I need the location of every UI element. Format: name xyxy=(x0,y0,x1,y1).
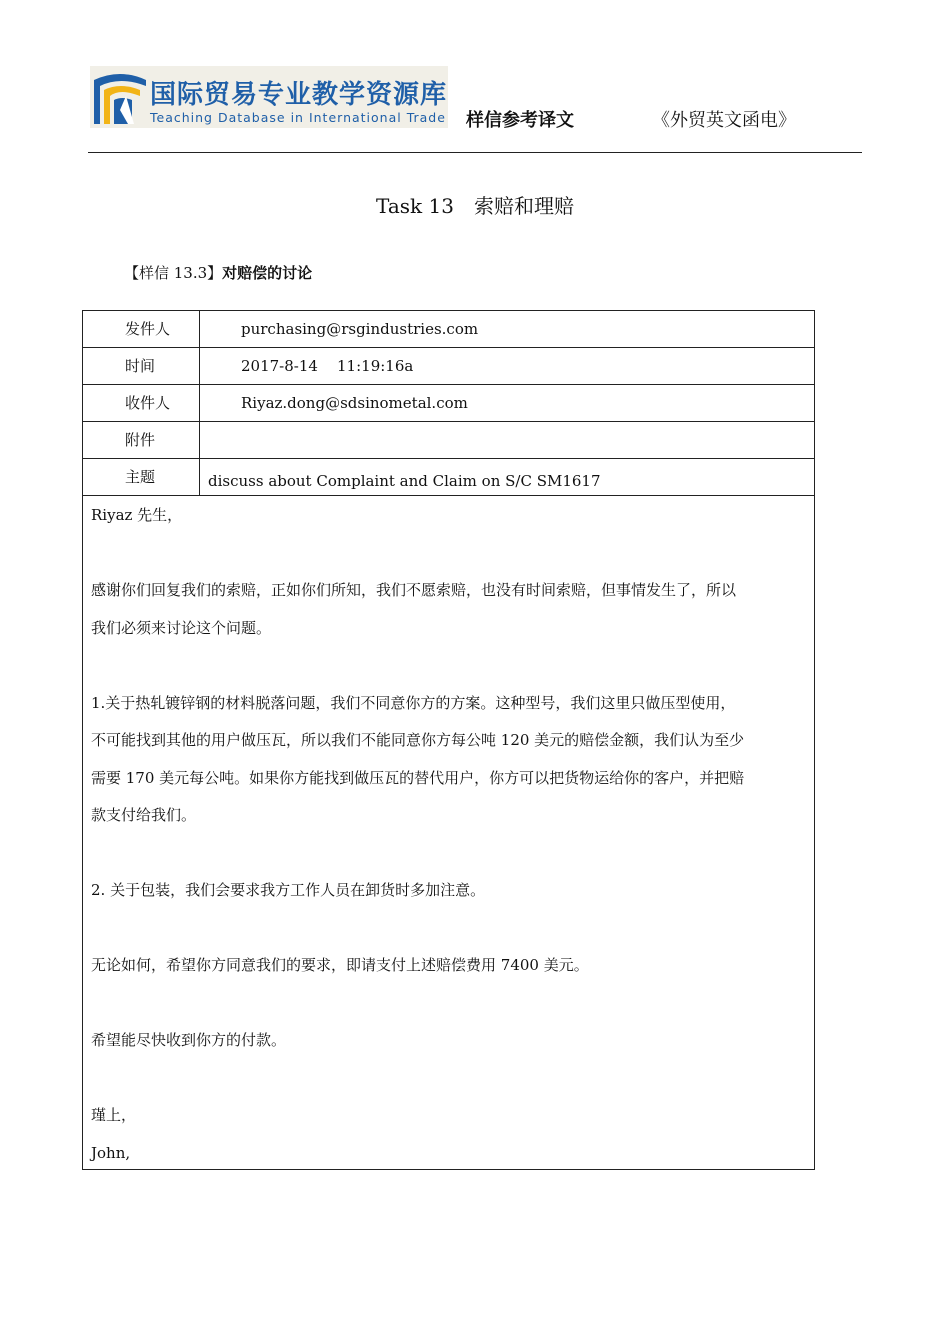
time-row xyxy=(83,348,814,385)
logo-text-cn: 国际贸易专业教学资源库 xyxy=(150,80,448,110)
to-value: Riyaz.dong@sdsinometal.com xyxy=(241,394,468,412)
task-name: 索赔和理赔 xyxy=(473,194,574,218)
paragraph-2-line-1: 1.关于热轧镀锌钢的材料脱落问题，我们不同意你方的方案。这种型号，我们这里只做压型使用， xyxy=(91,693,736,712)
email-body xyxy=(83,497,814,1169)
paragraph-2-line-4: 款支付给我们。 xyxy=(91,806,197,824)
salutation: Riyaz 先生， xyxy=(91,506,183,524)
closing: 瑾上， xyxy=(91,1106,137,1124)
paragraph-4: 无论如何，希望你方同意我们的要求，即请支付上述赔偿费用 7400 美元。 xyxy=(91,956,589,974)
time-value: 2017-8-14 11:19:16a xyxy=(241,357,414,375)
subject-row xyxy=(83,459,814,496)
from-value: purchasing@rsgindustries.com xyxy=(241,320,479,338)
from-row xyxy=(83,311,814,348)
attachment-value xyxy=(200,422,814,458)
attachment-row xyxy=(83,422,814,459)
attachment-label: 附件 xyxy=(83,422,200,458)
paragraph-1-line-1: 感谢你们回复我们的索赔，正如你们所知，我们不愿索赔，也没有时间索赔，但事情发生了，所以 xyxy=(91,581,737,599)
page-title xyxy=(0,190,950,219)
paragraph-3: 2. 关于包装，我们会要求我方工作人员在卸货时多加注意。 xyxy=(91,881,486,899)
subject-label: 主题 xyxy=(83,459,200,495)
header-label: 样信参考译文 xyxy=(466,110,574,131)
signature: John, xyxy=(91,1143,131,1162)
letter-subtitle xyxy=(124,262,312,283)
paragraph-2-line-2: 不可能找到其他的用户做压瓦，所以我们不能同意你方每公吨 120 美元的赔偿金额，我们认为至少 xyxy=(91,731,745,749)
logo-text-en: Teaching Database in International Trade xyxy=(150,110,446,125)
paragraph-1-line-2: 我们必须来讨论这个问题。 xyxy=(91,618,272,637)
email-table xyxy=(82,310,815,1170)
letter-topic: 对赔偿的讨论 xyxy=(222,264,313,282)
subject-value: discuss about Complaint and Claim on S/C SM1617 xyxy=(208,472,601,490)
to-label: 收件人 xyxy=(83,385,200,421)
page-header xyxy=(88,64,862,153)
paragraph-2-line-3: 需要 170 美元每公吨。如果你方能找到做压瓦的替代用户，你方可以把货物运给你的客户，并把赔 xyxy=(91,768,745,787)
to-row xyxy=(83,385,814,422)
paragraph-5: 希望能尽快收到你方的付款。 xyxy=(91,1031,287,1049)
time-label: 时间 xyxy=(83,348,200,384)
logo-emblem-icon xyxy=(90,66,150,128)
header-book-title: 《外贸英文函电》 xyxy=(652,110,796,131)
logo xyxy=(90,66,448,128)
letter-ref: 【样信 13.3】 xyxy=(124,264,223,282)
task-number: Task 13 xyxy=(376,194,454,218)
from-label: 发件人 xyxy=(83,311,200,347)
